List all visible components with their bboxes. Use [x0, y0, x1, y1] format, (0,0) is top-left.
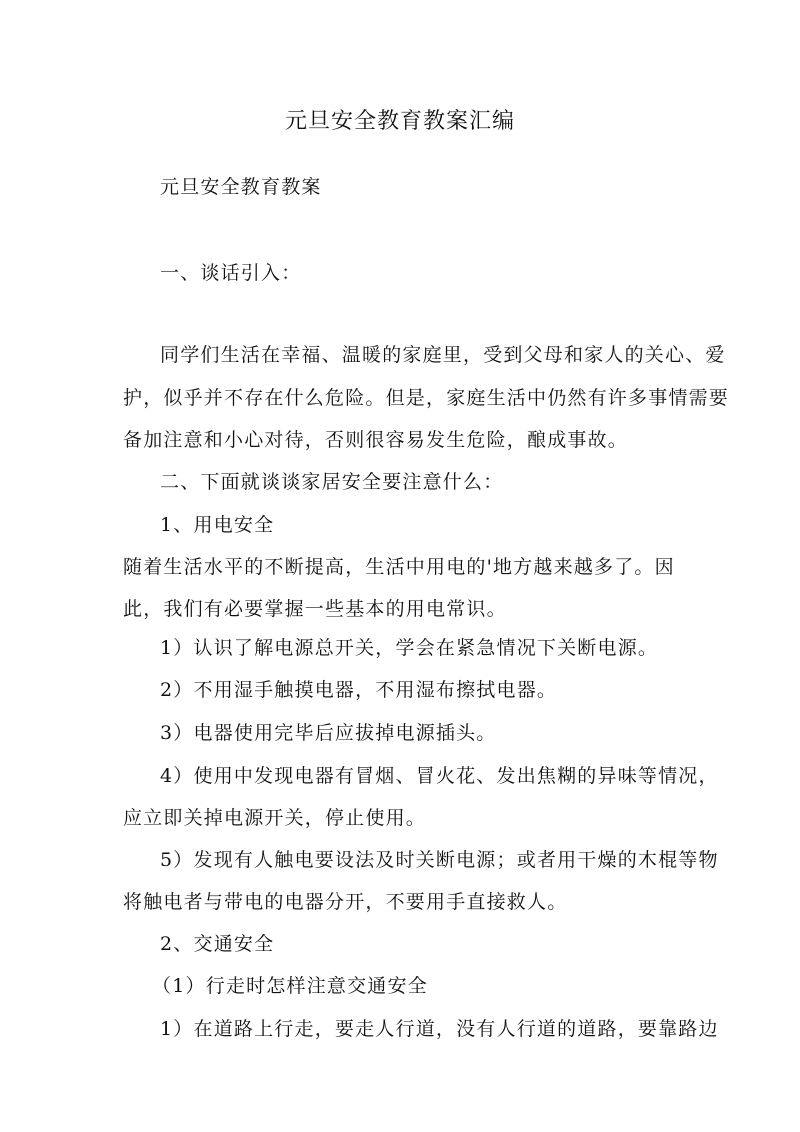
- paragraph-line: 同学们生活在幸福、温暖的家庭里，受到父母和家人的关心、爱: [160, 344, 726, 366]
- section-heading: 一、谈话引入：: [160, 262, 302, 284]
- list-item: 1）认识了解电源总开关，学会在紧急情况下关断电源。: [160, 637, 659, 659]
- list-item: 5）发现有人触电要设法及时关断电源；或者用干燥的木棍等物: [160, 849, 719, 871]
- subsection-heading: 2、交通安全: [160, 933, 275, 955]
- list-item: 1）在道路上行走，要走人行道，没有人行道的道路，要靠路边: [160, 1018, 719, 1040]
- list-item: 4）使用中发现电器有冒烟、冒火花、发出焦糊的异味等情况，: [160, 765, 719, 787]
- list-item: 2）不用湿手触摸电器，不用湿布擦拭电器。: [160, 679, 558, 701]
- sub-item-heading: （1）行走时怎样注意交通安全: [152, 975, 428, 997]
- document-subtitle: 元旦安全教育教案: [160, 176, 322, 198]
- list-item: 3）电器使用完毕后应拔掉电源插头。: [160, 722, 497, 744]
- paragraph-line: 护，似乎并不存在什么危险。但是，家庭生活中仍然有许多事情需要: [123, 387, 730, 409]
- document-title: 元旦安全教育教案汇编: [284, 109, 515, 134]
- paragraph-line: 备加注意和小心对待，否则很容易发生危险，酿成事故。: [123, 429, 629, 451]
- paragraph-line: 随着生活水平的不断提高，生活中用电的'地方越来越多了。因: [123, 556, 675, 578]
- subsection-heading: 1、用电安全: [160, 514, 275, 536]
- list-item-continuation: 将触电者与带电的电器分开，不要用手直接救人。: [123, 891, 568, 913]
- list-item-continuation: 应立即关掉电源开关，停止使用。: [123, 807, 427, 829]
- paragraph-line: 此，我们有必要掌握一些基本的用电常识。: [123, 598, 507, 620]
- section-heading: 二、下面就谈谈家居安全要注意什么：: [160, 471, 504, 493]
